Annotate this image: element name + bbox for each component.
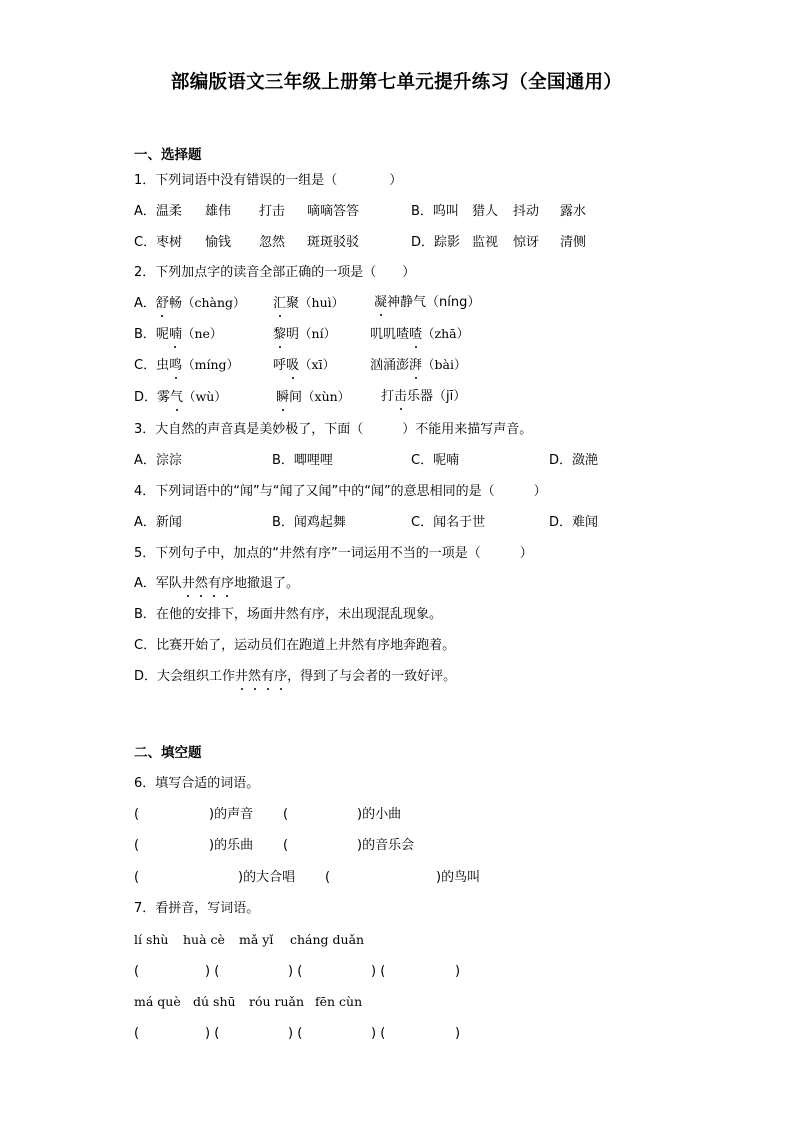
q3-option-d: D．潋滟 <box>549 453 599 468</box>
section-heading-choice: 一、选择题 <box>134 147 202 163</box>
q7-pinyin: mǎ yǐ <box>239 932 274 947</box>
question-1-stem: 1．下列词语中没有错误的一组是（ ） <box>134 173 403 188</box>
q7-answer-box: ) <box>455 964 461 979</box>
q1-option-d-3: 惊讶 <box>513 235 540 250</box>
q2-option-c-word-3: 汹涌澎湃（bài） <box>370 357 467 373</box>
q1-option-a-1: A．温柔 <box>134 204 182 219</box>
q5-option-a: A．军队井然有序地撤退了。 <box>134 576 299 591</box>
emphasis-char: 序 <box>274 669 288 684</box>
q1-option-c-3: 忽然 <box>259 235 286 250</box>
q7-answer-box: ) ( <box>371 964 386 979</box>
q7-answer-box: ( <box>134 964 140 979</box>
q7-answer-box: ( <box>134 1026 140 1041</box>
emphasis-char: 然 <box>194 576 208 591</box>
q7-answer-box: ) ( <box>205 964 220 979</box>
q1-option-c-4: 斑斑驳驳 <box>307 235 360 250</box>
emphasis-char: 有 <box>261 669 275 684</box>
section-heading-fill: 二、填空题 <box>134 745 202 761</box>
q7-answer-box: ) ( <box>205 1026 220 1041</box>
q1-option-b-3: 抖动 <box>513 204 540 219</box>
q7-answer-box: ) ( <box>371 1026 386 1041</box>
question-4-stem: 4．下列词语中的“闻”与“闻了又闻”中的“闻”的意思相同的是（ ） <box>134 484 547 499</box>
q6-blank-open: ( <box>325 870 331 885</box>
question-3-stem: 3．大自然的声音真是美妙极了，下面（ ）不能用来描写声音。 <box>134 422 533 437</box>
emphasis-char: 然 <box>248 669 262 684</box>
q2-option-b: B．呢喃（ne） <box>134 326 223 342</box>
q7-pinyin: lí shù <box>134 932 169 947</box>
q6-blank-open: ( <box>283 838 289 853</box>
emphasis-char: 有 <box>207 576 221 591</box>
q1-option-b-4: 露水 <box>560 204 587 219</box>
q6-blank-open: ( <box>283 807 289 822</box>
emphasis-char: 序 <box>220 576 234 591</box>
q1-option-d-1: D．踪影 <box>411 235 461 250</box>
q7-pinyin: huà cè <box>183 932 225 947</box>
q2-option-a-word-3: 凝神静气（níng） <box>374 295 481 310</box>
q2-option-c: C．虫鸣（míng） <box>134 357 240 373</box>
q7-pinyin: má què <box>134 994 181 1009</box>
q3-option-c: C．呢喃 <box>411 453 460 468</box>
question-7-stem: 7．看拼音，写词语。 <box>134 901 260 916</box>
q2-option-b-word-3: 叽叽喳喳（zhā） <box>370 326 470 342</box>
q1-option-d-2: 监视 <box>472 235 499 250</box>
q1-option-a-3: 打击 <box>259 204 286 219</box>
question-2-stem: 2．下列加点字的读音全部正确的一项是（ ） <box>134 265 416 280</box>
q2-option-d: D．雾气（wù） <box>134 389 227 405</box>
q4-option-d: D．难闻 <box>549 515 599 530</box>
q6-blank-suffix: )的音乐会 <box>357 838 415 853</box>
q1-option-a-4: 嘀嘀答答 <box>307 204 360 219</box>
q2-option-d-word-3: 打击乐器（jī） <box>381 389 467 404</box>
q6-blank-suffix: )的乐曲 <box>209 838 254 853</box>
q1-option-c-2: 愉钱 <box>205 235 232 250</box>
q6-blank-open: ( <box>134 838 140 853</box>
q5-option-d: D．大会组织工作井然有序，得到了与会者的一致好评。 <box>134 669 457 684</box>
q5-option-c: C．比赛开始了，运动员们在跑道上井然有序地奔跑着。 <box>134 638 456 653</box>
emphasis-char: 井 <box>181 576 195 591</box>
q5-option-b: B．在他的安排下，场面井然有序，未出现混乱现象。 <box>134 607 442 622</box>
q7-pinyin: dú shū <box>193 994 236 1009</box>
q7-pinyin: róu ruǎn <box>249 994 305 1009</box>
q1-option-a-2: 雄伟 <box>205 204 232 219</box>
q1-option-b-2: 猎人 <box>472 204 499 219</box>
q1-option-c-1: C．枣树 <box>134 235 183 250</box>
q7-pinyin: cháng duǎn <box>290 932 365 947</box>
q4-option-b: B．闻鸡起舞 <box>272 515 346 530</box>
q3-option-a: A．淙淙 <box>134 453 182 468</box>
q2-option-d-word-2: 瞬间（xùn） <box>276 389 351 405</box>
q7-answer-box: ) ( <box>288 1026 303 1041</box>
q6-blank-suffix: )的鸟叫 <box>436 870 481 885</box>
page-title: 部编版语文三年级上册第七单元提升练习（全国通用） <box>170 72 623 93</box>
q3-option-b: B．唧哩哩 <box>272 453 333 468</box>
q6-blank-suffix: )的声音 <box>209 807 254 822</box>
q1-option-b-1: B．呜叫 <box>411 204 459 219</box>
q2-option-c-word-2: 呼吸（xī） <box>273 357 336 373</box>
q6-blank-open: ( <box>134 870 140 885</box>
q7-answer-box: ) ( <box>288 964 303 979</box>
question-5-stem: 5．下列句子中，加点的“井然有序”一词运用不当的一项是（ ） <box>134 546 533 561</box>
q1-option-d-4: 清侧 <box>560 235 587 250</box>
q2-option-a-word-2: 汇聚（huì） <box>273 295 345 311</box>
q6-blank-open: ( <box>134 807 140 822</box>
q4-option-a: A．新闻 <box>134 515 182 530</box>
q2-option-a: A．舒畅（chàng） <box>134 295 246 311</box>
q7-answer-box: ) <box>455 1026 461 1041</box>
q2-option-b-word-2: 黎明（ní） <box>273 326 337 342</box>
q6-blank-suffix: )的小曲 <box>357 807 402 822</box>
q4-option-c: C．闻名于世 <box>411 515 486 530</box>
emphasis-char: 井 <box>235 669 249 684</box>
q7-pinyin: fēn cùn <box>315 994 363 1009</box>
question-6-stem: 6．填写合适的词语。 <box>134 776 260 791</box>
q6-blank-suffix: )的大合唱 <box>238 870 296 885</box>
